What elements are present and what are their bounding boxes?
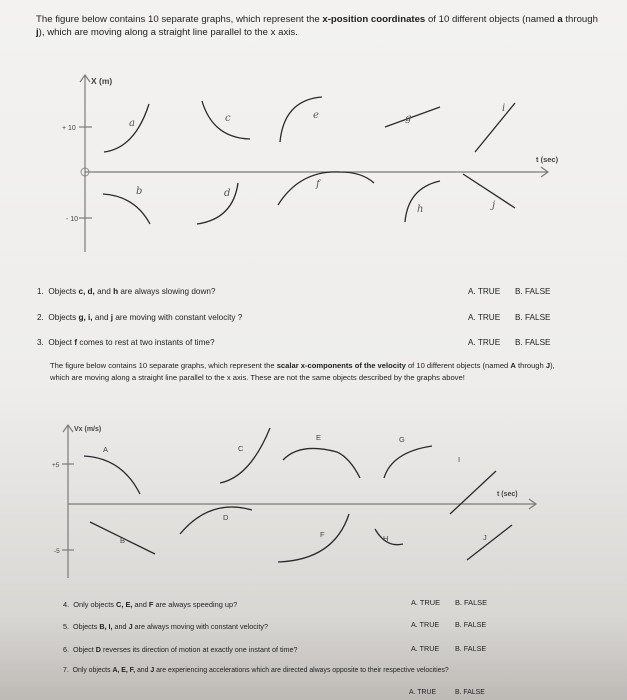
graph1-y-label: X (m) xyxy=(91,76,113,86)
q1-option-true[interactable]: A. TRUE xyxy=(468,287,501,296)
q3-option-false[interactable]: B. FALSE xyxy=(515,338,551,347)
graph1-tick-pos: + 10 xyxy=(62,125,76,132)
q5-option-true[interactable]: A. TRUE xyxy=(411,620,440,629)
q1-option-false[interactable]: B. FALSE xyxy=(515,287,551,296)
question-5: 5. Objects B, I, and J are always moving with constant velocity? xyxy=(63,622,268,631)
q4-option-false[interactable]: B. FALSE xyxy=(455,598,488,607)
graph2-y-label: Vx (m/s) xyxy=(74,426,102,433)
question-7: 7. Only objects A, E, F, and J are experiencing accelerations which are directed always opposite to their respective velocities? xyxy=(63,667,449,674)
curve-a xyxy=(104,104,149,152)
curve-E xyxy=(283,448,360,478)
curve-label-e: e xyxy=(313,110,319,121)
graph2-tick-pos: +5 xyxy=(52,462,60,469)
curve-label-D: D xyxy=(223,513,229,522)
curve-D xyxy=(180,507,252,534)
curve-G xyxy=(384,446,432,478)
q6-option-false[interactable]: B. FALSE xyxy=(455,644,487,653)
graph1-x-label: t (sec) xyxy=(536,155,559,164)
question-2: 2. Objects g, i, and j are moving with constant velocity ? xyxy=(37,313,243,322)
curve-i xyxy=(475,103,515,152)
curve-label-h: h xyxy=(417,204,424,215)
graph2-tick-neg: -5 xyxy=(54,548,60,555)
curve-label-B: B xyxy=(120,536,126,545)
question-1: 1. Objects c, d, and h are always slowing down? xyxy=(37,287,216,296)
curve-d xyxy=(197,183,238,224)
graph2-axes xyxy=(62,425,536,578)
curve-g xyxy=(385,107,440,127)
curve-label-d: d xyxy=(224,188,231,199)
curve-C xyxy=(220,428,270,483)
curve-label-a: a xyxy=(129,118,135,129)
graph2-x-label: t (sec) xyxy=(497,491,518,498)
curve-label-i: i xyxy=(502,103,506,114)
question-3: 3. Object f comes to rest at two instants of time? xyxy=(37,338,215,347)
intro-text: The figure below contains 10 separate graphs, which represent the x-position coordinates of 10 different objects (named a through j), which are moving along a straight line parallel to the x axis. xyxy=(36,14,598,38)
q2-option-false[interactable]: B. FALSE xyxy=(515,313,551,322)
q4-option-true[interactable]: A. TRUE xyxy=(411,598,441,607)
curve-h xyxy=(405,181,440,222)
curve-label-H: H xyxy=(383,534,389,543)
q2-option-true[interactable]: A. TRUE xyxy=(468,313,501,322)
question-6: 6. Object D reverses its direction of motion at exactly one instant of time? xyxy=(63,645,298,654)
curve-label-A: A xyxy=(103,445,109,454)
q7-option-true[interactable]: A. TRUE xyxy=(409,689,437,696)
curve-I xyxy=(450,471,496,514)
curve-f xyxy=(278,172,374,205)
q7-option-false[interactable]: B. FALSE xyxy=(455,689,485,696)
curve-label-C: C xyxy=(238,444,244,453)
curve-A xyxy=(84,456,140,494)
curve-label-J: J xyxy=(483,533,487,542)
curve-b xyxy=(103,194,150,224)
graph1-axes xyxy=(79,75,548,252)
curve-label-f: f xyxy=(316,179,320,190)
q3-option-true[interactable]: A. TRUE xyxy=(468,338,501,347)
curve-label-g: g xyxy=(405,113,412,124)
curve-label-b: b xyxy=(136,186,143,197)
curve-label-I: I xyxy=(458,455,461,464)
curve-label-j: j xyxy=(492,200,496,211)
curve-label-G: G xyxy=(399,435,405,444)
question-4: 4. Only objects C, E, and F are always speeding up? xyxy=(63,600,238,609)
velocity-intro-text: The figure below contains 10 separate graphs, which represent the scalar x-components of the velocity of 10 different objects (named A through J), which are moving along a straight line parallel to the x axis. These are not the same objects described by the graphs above! xyxy=(50,361,555,382)
curve-J xyxy=(467,525,512,560)
q5-option-false[interactable]: B. FALSE xyxy=(455,620,487,629)
curve-H xyxy=(375,529,403,545)
q6-option-true[interactable]: A. TRUE xyxy=(411,644,440,653)
curve-label-c: c xyxy=(225,113,231,124)
curve-label-E: E xyxy=(316,433,322,442)
curve-j xyxy=(463,174,515,208)
graph1-tick-neg: - 10 xyxy=(66,216,79,223)
curve-F xyxy=(278,514,349,562)
curve-label-F: F xyxy=(320,530,325,539)
